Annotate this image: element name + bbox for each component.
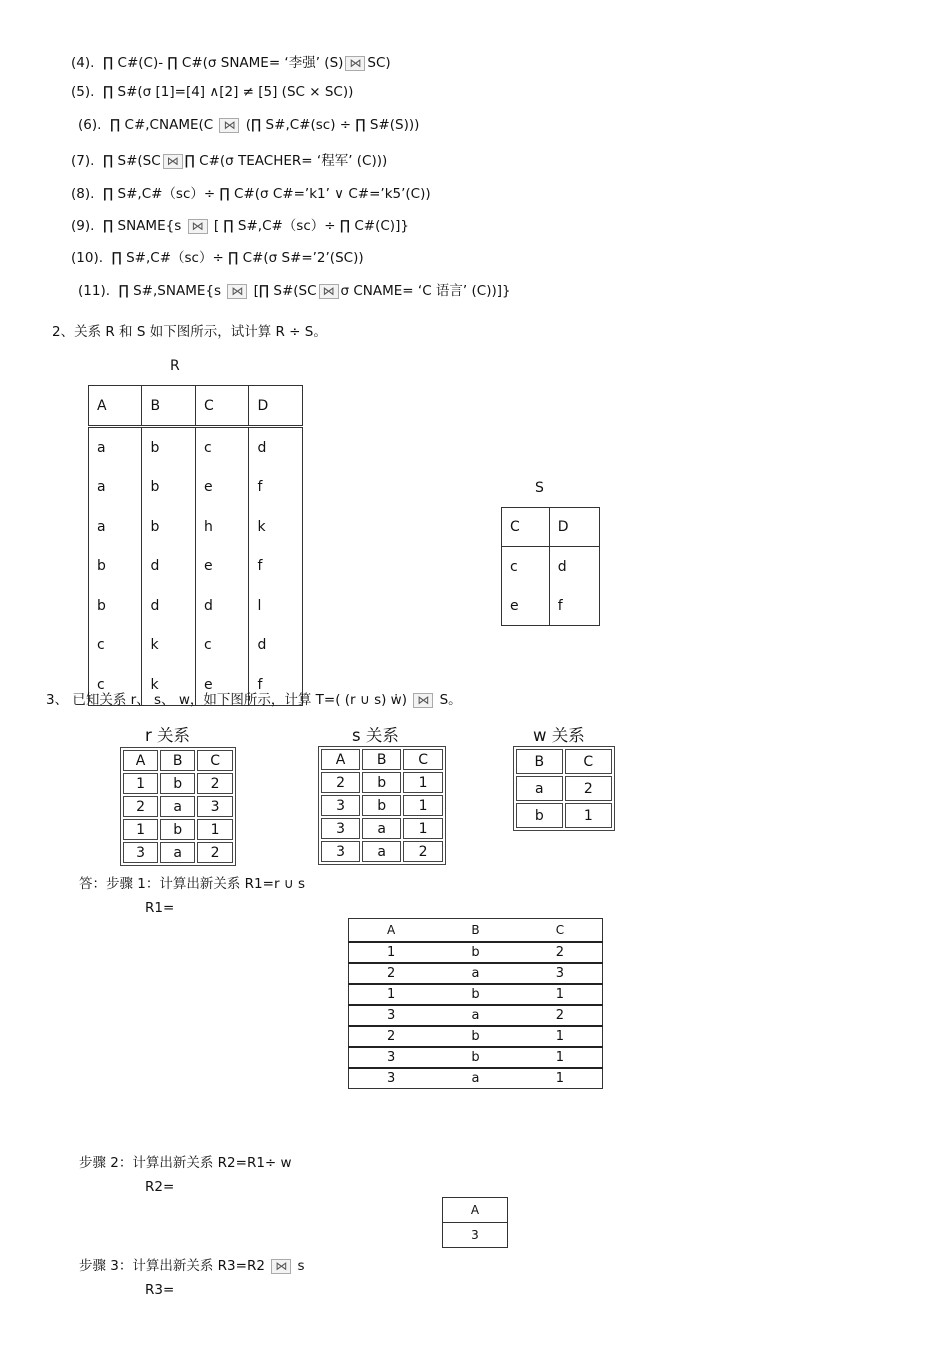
question-text: 3、 已知关系 r、 s、 w，如下图所示，计算 T=( (r ∪ s) ẇ)	[46, 692, 407, 708]
cell: 1	[123, 773, 158, 794]
table-row	[123, 842, 233, 863]
cell: k	[249, 507, 303, 547]
column-header: B	[160, 750, 195, 771]
table-r-caption: R	[170, 358, 180, 374]
column-header: C	[502, 508, 550, 547]
table-row	[502, 547, 600, 587]
cell: a	[97, 518, 106, 535]
natural-join-icon: ⋈	[413, 693, 433, 708]
cell: b	[433, 1047, 518, 1068]
cell: 2	[321, 772, 360, 793]
cell: a	[97, 439, 106, 456]
cell: c	[195, 626, 248, 666]
step-text: s	[297, 1258, 305, 1274]
natural-join-icon: ⋈	[345, 56, 365, 71]
table-row	[321, 818, 443, 839]
table-row	[89, 427, 303, 468]
cell: 2	[123, 796, 158, 817]
cell: 1	[349, 984, 434, 1005]
natural-join-icon: ⋈	[227, 284, 247, 299]
column-header: B	[516, 749, 563, 774]
formula-4	[71, 51, 391, 71]
table-row	[321, 772, 443, 793]
formula-label: (11).	[78, 283, 111, 299]
cell: 1	[403, 818, 443, 839]
formula-text: σ CNAME= ‘C 语言’ (C))]}	[340, 283, 511, 299]
question-text: S。	[439, 692, 462, 708]
cell: 3	[349, 1005, 434, 1026]
column-header: C	[403, 749, 443, 770]
cell: l	[249, 586, 303, 626]
table-header-row	[502, 508, 600, 547]
cell: 2	[518, 942, 603, 963]
answer-step-2: 步骤 2：计算出新关系 R2=R1÷ w	[79, 1155, 292, 1171]
cell: k	[142, 626, 195, 666]
cell: 1	[197, 819, 233, 840]
table-row	[89, 507, 303, 547]
cell: a	[516, 776, 563, 801]
cell: 2	[565, 776, 612, 801]
cell: e	[195, 665, 248, 705]
cell: b	[433, 984, 518, 1005]
formula-5	[71, 84, 353, 100]
cell: d	[142, 547, 195, 587]
r1-label: R1=	[145, 900, 175, 916]
table-row	[123, 773, 233, 794]
cell: 1	[555, 1071, 565, 1086]
cell: c	[97, 676, 105, 693]
cell: 3	[349, 1047, 434, 1068]
column-header: B	[433, 919, 518, 943]
cell: 3	[518, 963, 603, 984]
column-header: B	[362, 749, 401, 770]
column-header: B	[142, 386, 195, 427]
cell: a	[362, 841, 401, 862]
cell: 3	[321, 841, 360, 862]
cell: 2	[349, 963, 434, 984]
cell: 1	[518, 1047, 603, 1068]
cell: a	[433, 963, 518, 984]
formula-label: (7).	[71, 153, 95, 169]
natural-join-icon: ⋈	[219, 118, 239, 133]
cell: b	[97, 597, 106, 614]
formula-label: (8).	[71, 186, 95, 202]
cell: c	[195, 427, 248, 468]
column-header: D	[249, 386, 303, 427]
formula-label: (10).	[71, 250, 104, 266]
formula-label: (6).	[78, 117, 102, 133]
formula-text: ∏ S#(σ [1]=[4] ∧[2] ≠ [5] (SC × SC))	[103, 84, 354, 100]
cell: c	[510, 558, 518, 575]
question-2: 2、关系 R 和 S 如下图所示，试计算 R ÷ S。	[52, 324, 327, 340]
result-r2-table	[442, 1197, 508, 1248]
table-row	[89, 468, 303, 508]
cell: d	[195, 586, 248, 626]
table-header-row	[89, 386, 303, 427]
result-r1-table	[348, 918, 603, 1089]
cell: d	[249, 427, 303, 468]
formula-label: (5).	[71, 84, 95, 100]
cell: b	[142, 507, 195, 547]
cell: 1	[518, 1026, 603, 1047]
cell: d	[549, 547, 599, 587]
cell: b	[142, 468, 195, 508]
cell: e	[195, 547, 248, 587]
cell: 1	[403, 795, 443, 816]
cell: f	[249, 547, 303, 587]
natural-join-icon: ⋈	[319, 284, 339, 299]
formula-label: (9).	[71, 218, 95, 234]
natural-join-icon: ⋈	[163, 154, 183, 169]
table-row	[349, 942, 603, 963]
cell: f	[549, 586, 599, 626]
formula-9	[71, 214, 409, 234]
formula-text: SC)	[367, 55, 391, 71]
cell: e	[510, 597, 519, 614]
natural-join-icon: ⋈	[271, 1259, 291, 1274]
cell: e	[195, 468, 248, 508]
cell: b	[362, 772, 401, 793]
cell: 1	[565, 803, 612, 828]
table-w-caption: w 关系	[533, 726, 585, 745]
cell: 2	[403, 841, 443, 862]
cell: a	[160, 796, 195, 817]
column-header: C	[565, 749, 612, 774]
cell: 3	[386, 1071, 396, 1086]
column-header: C	[197, 750, 233, 771]
table-row	[349, 1026, 603, 1047]
cell: 3	[197, 796, 233, 817]
cell: b	[97, 558, 106, 575]
cell: 1	[403, 772, 443, 793]
cell: a	[471, 1071, 480, 1086]
cell: a	[97, 479, 106, 496]
table-row	[349, 984, 603, 1005]
table-header-row	[516, 749, 612, 774]
formula-6	[78, 117, 419, 133]
formula-text: ∏ S#,SNAME{s	[118, 283, 221, 299]
answer-step-1: 答：步骤 1：计算出新关系 R1=r ∪ s	[79, 876, 305, 892]
formula-8	[71, 182, 431, 202]
table-row	[89, 626, 303, 666]
cell: b	[142, 427, 195, 468]
cell: h	[195, 507, 248, 547]
table-row	[89, 547, 303, 587]
table-s-lower-caption: s 关系	[352, 726, 399, 745]
cell: 2	[197, 842, 233, 863]
step-text: 步骤 3：计算出新关系 R3=R2	[79, 1258, 265, 1274]
cell: a	[362, 818, 401, 839]
r3-label: R3=	[145, 1282, 175, 1298]
table-row	[321, 795, 443, 816]
table-header-row	[443, 1198, 508, 1223]
column-header: A	[349, 919, 434, 943]
cell: 3	[321, 818, 360, 839]
formula-text: ∏ C#(C)- ∏ C#(σ SNAME= ‘李强’ (S)	[103, 55, 344, 71]
cell: a	[160, 842, 195, 863]
formula-text: ∏ S#,C#（sc）÷ ∏ C#(σ S#=’2’(SC))	[111, 250, 364, 266]
table-row	[89, 586, 303, 626]
formula-10	[71, 246, 364, 266]
cell: 2	[197, 773, 233, 794]
cell: b	[433, 1026, 518, 1047]
formula-7	[71, 149, 387, 169]
cell: b	[362, 795, 401, 816]
column-header: A	[443, 1198, 508, 1223]
column-header: C	[195, 386, 248, 427]
column-header: D	[549, 508, 599, 547]
table-row	[123, 819, 233, 840]
table-row	[516, 776, 612, 801]
cell: 2	[518, 1005, 603, 1026]
answer-step-3	[79, 1254, 305, 1274]
cell: d	[142, 586, 195, 626]
cell: 1	[123, 819, 158, 840]
table-header-row	[321, 749, 443, 770]
table-row	[349, 1068, 603, 1089]
cell: b	[160, 819, 195, 840]
cell: b	[160, 773, 195, 794]
formula-11	[78, 279, 511, 299]
cell: c	[97, 637, 105, 654]
formula-text: (∏ S#,C#(sc) ÷ ∏ S#(S)))	[245, 117, 420, 133]
table-row	[123, 796, 233, 817]
column-header: A	[89, 386, 142, 427]
cell: 2	[349, 1026, 434, 1047]
table-row	[502, 586, 600, 626]
cell: k	[142, 665, 195, 705]
cell: 3	[471, 1228, 479, 1242]
table-row	[443, 1223, 508, 1248]
cell: 1	[349, 942, 434, 963]
r2-label: R2=	[145, 1179, 175, 1195]
formula-text: ∏ S#(SC	[103, 153, 161, 169]
table-row	[349, 963, 603, 984]
cell: f	[249, 665, 303, 705]
cell: 3	[123, 842, 158, 863]
formula-text: ∏ S#,C#（sc）÷ ∏ C#(σ C#=’k1’ ∨ C#=’k5’(C))	[103, 186, 431, 202]
formula-text: [ ∏ S#,C#（sc）÷ ∏ C#(C)]}	[213, 218, 409, 234]
table-row	[349, 1047, 603, 1068]
column-header: A	[321, 749, 360, 770]
cell: b	[433, 942, 518, 963]
table-row	[321, 841, 443, 862]
formula-text: [∏ S#(SC	[253, 283, 317, 299]
cell: f	[249, 468, 303, 508]
table-row	[516, 803, 612, 828]
cell: 3	[321, 795, 360, 816]
relation-r-table	[88, 385, 303, 706]
column-header: C	[518, 919, 603, 943]
relation-r-lower-table	[120, 747, 236, 866]
formula-text: ∏ SNAME{s	[103, 218, 182, 234]
relation-s-table	[501, 507, 600, 626]
table-s-caption: S	[535, 480, 544, 496]
formula-text: ∏ C#(σ TEACHER= ‘程军’ (C)))	[184, 153, 388, 169]
relation-s-lower-table	[318, 746, 446, 865]
relation-w-table	[513, 746, 615, 831]
cell: b	[516, 803, 563, 828]
table-header-row	[123, 750, 233, 771]
natural-join-icon: ⋈	[188, 219, 208, 234]
question-3	[46, 688, 462, 708]
cell: d	[249, 626, 303, 666]
column-header: A	[123, 750, 158, 771]
cell: 1	[518, 984, 603, 1005]
formula-text: ∏ C#,CNAME(C	[110, 117, 214, 133]
table-row	[349, 1005, 603, 1026]
table-r-lower-caption: r 关系	[145, 726, 191, 745]
table-header-row	[349, 919, 603, 943]
cell: a	[433, 1005, 518, 1026]
formula-label: (4).	[71, 55, 95, 71]
